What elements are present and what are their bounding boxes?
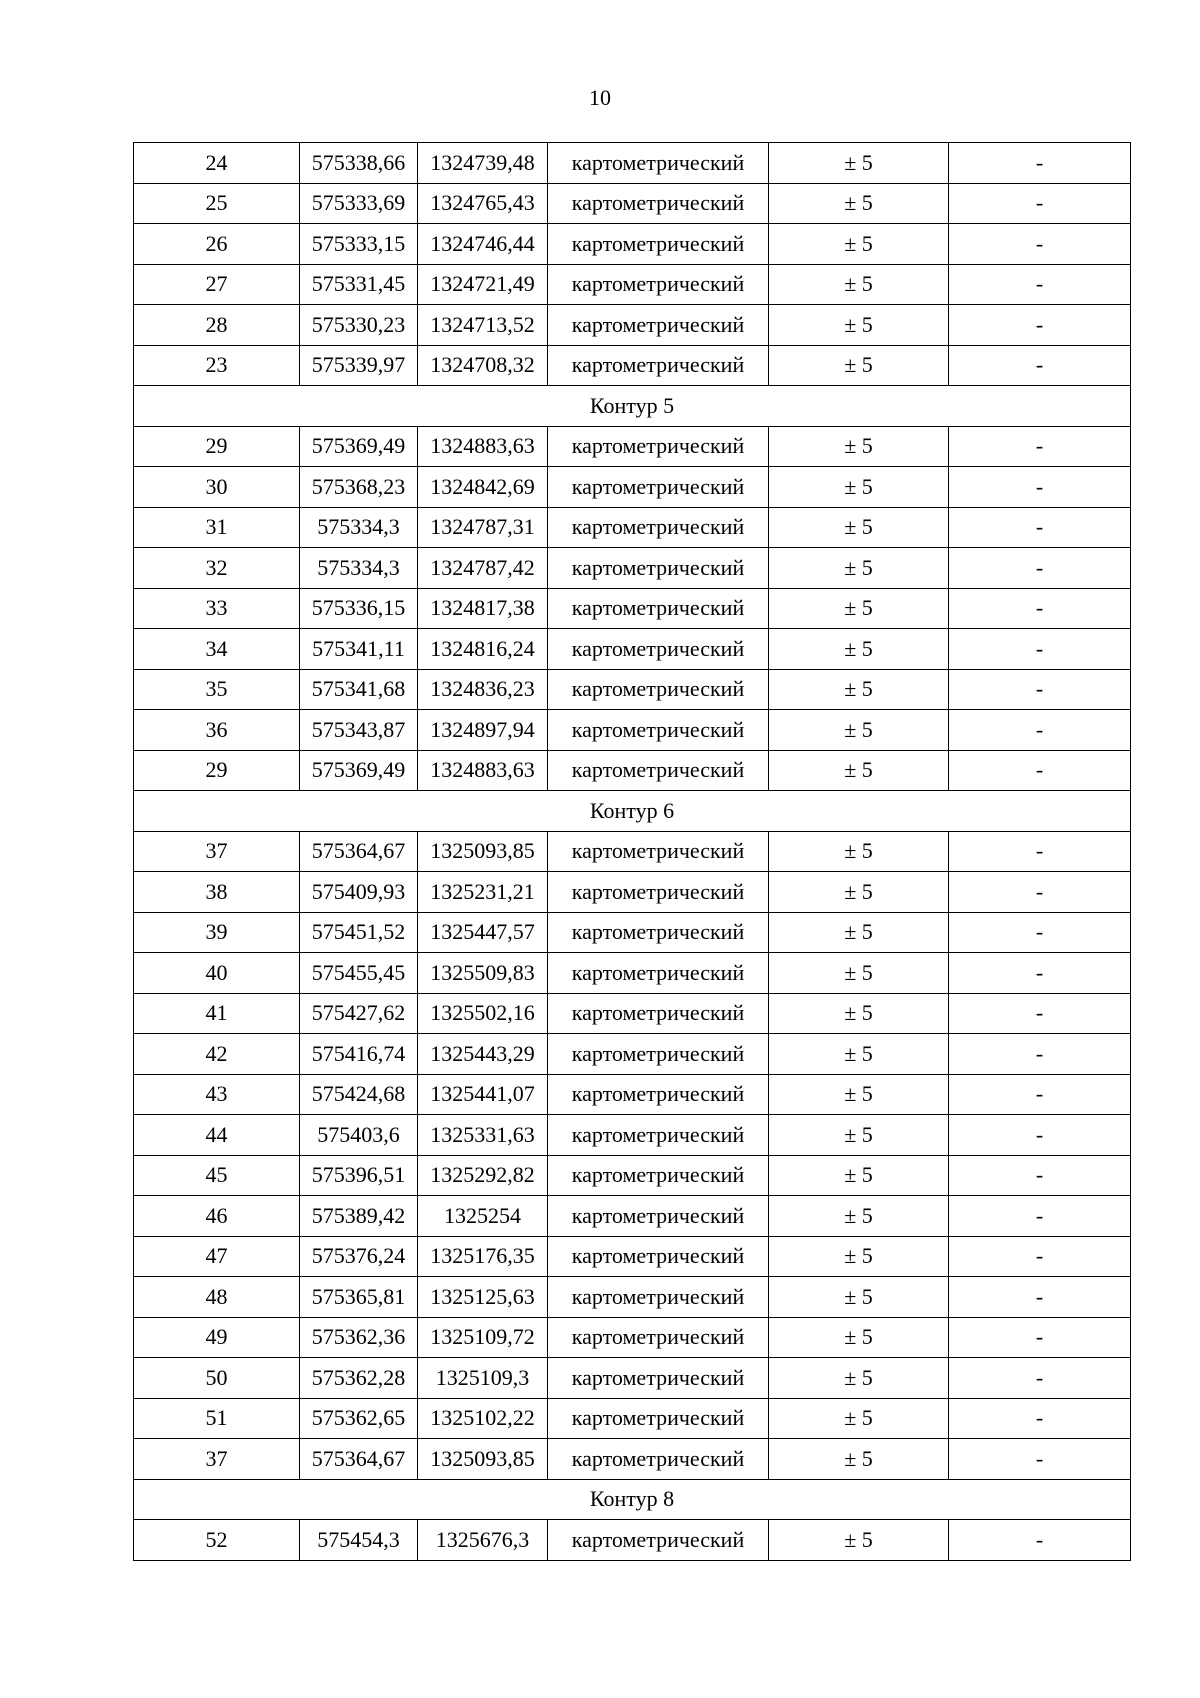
method-cell: картометрический	[548, 1439, 769, 1480]
note-cell: -	[949, 872, 1131, 913]
y-coordinate-cell: 1324836,23	[418, 669, 548, 710]
x-coordinate-cell: 575427,62	[300, 993, 418, 1034]
table-row	[134, 831, 1131, 872]
accuracy-cell: ± 5	[769, 143, 949, 184]
point-number-cell: 35	[134, 669, 300, 710]
point-number-cell: 40	[134, 953, 300, 994]
table-row	[134, 1277, 1131, 1318]
accuracy-cell: ± 5	[769, 1196, 949, 1237]
y-coordinate-cell: 1324746,44	[418, 224, 548, 265]
table-row	[134, 669, 1131, 710]
x-coordinate-cell: 575341,68	[300, 669, 418, 710]
y-coordinate-cell: 1325093,85	[418, 1439, 548, 1480]
note-cell: -	[949, 831, 1131, 872]
point-number-cell: 48	[134, 1277, 300, 1318]
method-cell: картометрический	[548, 507, 769, 548]
note-cell: -	[949, 1034, 1131, 1075]
x-coordinate-cell: 575403,6	[300, 1115, 418, 1156]
method-cell: картометрический	[548, 1034, 769, 1075]
method-cell: картометрический	[548, 1155, 769, 1196]
y-coordinate-cell: 1324816,24	[418, 629, 548, 670]
y-coordinate-cell: 1324883,63	[418, 750, 548, 791]
method-cell: картометрический	[548, 224, 769, 265]
note-cell: -	[949, 1317, 1131, 1358]
table-row	[134, 1236, 1131, 1277]
x-coordinate-cell: 575396,51	[300, 1155, 418, 1196]
x-coordinate-cell: 575369,49	[300, 426, 418, 467]
method-cell: картометрический	[548, 710, 769, 751]
point-number-cell: 23	[134, 345, 300, 386]
x-coordinate-cell: 575336,15	[300, 588, 418, 629]
method-cell: картометрический	[548, 993, 769, 1034]
note-cell: -	[949, 750, 1131, 791]
x-coordinate-cell: 575364,67	[300, 831, 418, 872]
method-cell: картометрический	[548, 548, 769, 589]
x-coordinate-cell: 575369,49	[300, 750, 418, 791]
method-cell: картометрический	[548, 143, 769, 184]
accuracy-cell: ± 5	[769, 669, 949, 710]
accuracy-cell: ± 5	[769, 872, 949, 913]
table-row	[134, 345, 1131, 386]
point-number-cell: 50	[134, 1358, 300, 1399]
x-coordinate-cell: 575365,81	[300, 1277, 418, 1318]
y-coordinate-cell: 1325676,3	[418, 1520, 548, 1561]
note-cell: -	[949, 345, 1131, 386]
accuracy-cell: ± 5	[769, 1115, 949, 1156]
y-coordinate-cell: 1324787,42	[418, 548, 548, 589]
y-coordinate-cell: 1325176,35	[418, 1236, 548, 1277]
note-cell: -	[949, 1398, 1131, 1439]
x-coordinate-cell: 575338,66	[300, 143, 418, 184]
x-coordinate-cell: 575455,45	[300, 953, 418, 994]
method-cell: картометрический	[548, 953, 769, 994]
x-coordinate-cell: 575343,87	[300, 710, 418, 751]
accuracy-cell: ± 5	[769, 629, 949, 670]
x-coordinate-cell: 575409,93	[300, 872, 418, 913]
method-cell: картометрический	[548, 831, 769, 872]
y-coordinate-cell: 1324765,43	[418, 183, 548, 224]
table-row	[134, 1034, 1131, 1075]
note-cell: -	[949, 669, 1131, 710]
point-number-cell: 36	[134, 710, 300, 751]
method-cell: картометрический	[548, 1074, 769, 1115]
y-coordinate-cell: 1325109,3	[418, 1358, 548, 1399]
method-cell: картометрический	[548, 912, 769, 953]
y-coordinate-cell: 1325254	[418, 1196, 548, 1237]
table-row	[134, 143, 1131, 184]
note-cell: -	[949, 305, 1131, 346]
y-coordinate-cell: 1325441,07	[418, 1074, 548, 1115]
accuracy-cell: ± 5	[769, 831, 949, 872]
method-cell: картометрический	[548, 629, 769, 670]
y-coordinate-cell: 1324897,94	[418, 710, 548, 751]
note-cell: -	[949, 1277, 1131, 1318]
method-cell: картометрический	[548, 872, 769, 913]
table-row	[134, 426, 1131, 467]
y-coordinate-cell: 1325443,29	[418, 1034, 548, 1075]
coordinates-table-body	[134, 143, 1131, 1561]
x-coordinate-cell: 575334,3	[300, 548, 418, 589]
x-coordinate-cell: 575454,3	[300, 1520, 418, 1561]
method-cell: картометрический	[548, 1358, 769, 1399]
x-coordinate-cell: 575362,28	[300, 1358, 418, 1399]
x-coordinate-cell: 575334,3	[300, 507, 418, 548]
point-number-cell: 42	[134, 1034, 300, 1075]
point-number-cell: 25	[134, 183, 300, 224]
note-cell: -	[949, 264, 1131, 305]
table-row	[134, 750, 1131, 791]
accuracy-cell: ± 5	[769, 1236, 949, 1277]
point-number-cell: 24	[134, 143, 300, 184]
x-coordinate-cell: 575331,45	[300, 264, 418, 305]
accuracy-cell: ± 5	[769, 750, 949, 791]
point-number-cell: 32	[134, 548, 300, 589]
table-row	[134, 224, 1131, 265]
point-number-cell: 51	[134, 1398, 300, 1439]
point-number-cell: 37	[134, 831, 300, 872]
note-cell: -	[949, 1074, 1131, 1115]
point-number-cell: 38	[134, 872, 300, 913]
x-coordinate-cell: 575376,24	[300, 1236, 418, 1277]
x-coordinate-cell: 575362,36	[300, 1317, 418, 1358]
x-coordinate-cell: 575362,65	[300, 1398, 418, 1439]
x-coordinate-cell: 575364,67	[300, 1439, 418, 1480]
method-cell: картометрический	[548, 467, 769, 508]
point-number-cell: 27	[134, 264, 300, 305]
y-coordinate-cell: 1325102,22	[418, 1398, 548, 1439]
note-cell: -	[949, 629, 1131, 670]
note-cell: -	[949, 1155, 1131, 1196]
method-cell: картометрический	[548, 1277, 769, 1318]
y-coordinate-cell: 1325509,83	[418, 953, 548, 994]
x-coordinate-cell: 575330,23	[300, 305, 418, 346]
table-row	[134, 1317, 1131, 1358]
method-cell: картометрический	[548, 305, 769, 346]
note-cell: -	[949, 993, 1131, 1034]
accuracy-cell: ± 5	[769, 710, 949, 751]
table-row	[134, 305, 1131, 346]
contour-label: Контур 6	[134, 791, 1131, 832]
x-coordinate-cell: 575389,42	[300, 1196, 418, 1237]
method-cell: картометрический	[548, 1398, 769, 1439]
method-cell: картометрический	[548, 1520, 769, 1561]
y-coordinate-cell: 1324708,32	[418, 345, 548, 386]
method-cell: картометрический	[548, 588, 769, 629]
table-row	[134, 548, 1131, 589]
point-number-cell: 45	[134, 1155, 300, 1196]
x-coordinate-cell: 575341,11	[300, 629, 418, 670]
page-number: 10	[589, 85, 611, 110]
note-cell: -	[949, 1520, 1131, 1561]
point-number-cell: 30	[134, 467, 300, 508]
point-number-cell: 49	[134, 1317, 300, 1358]
method-cell: картометрический	[548, 750, 769, 791]
y-coordinate-cell: 1324787,31	[418, 507, 548, 548]
accuracy-cell: ± 5	[769, 1398, 949, 1439]
note-cell: -	[949, 426, 1131, 467]
point-number-cell: 43	[134, 1074, 300, 1115]
point-number-cell: 26	[134, 224, 300, 265]
y-coordinate-cell: 1324739,48	[418, 143, 548, 184]
y-coordinate-cell: 1325093,85	[418, 831, 548, 872]
note-cell: -	[949, 1236, 1131, 1277]
x-coordinate-cell: 575424,68	[300, 1074, 418, 1115]
table-row	[134, 264, 1131, 305]
note-cell: -	[949, 953, 1131, 994]
table-row	[134, 912, 1131, 953]
note-cell: -	[949, 1358, 1131, 1399]
note-cell: -	[949, 1439, 1131, 1480]
point-number-cell: 46	[134, 1196, 300, 1237]
point-number-cell: 33	[134, 588, 300, 629]
note-cell: -	[949, 1196, 1131, 1237]
y-coordinate-cell: 1324883,63	[418, 426, 548, 467]
point-number-cell: 39	[134, 912, 300, 953]
note-cell: -	[949, 588, 1131, 629]
table-row	[134, 1196, 1131, 1237]
note-cell: -	[949, 183, 1131, 224]
method-cell: картометрический	[548, 345, 769, 386]
point-number-cell: 29	[134, 426, 300, 467]
accuracy-cell: ± 5	[769, 548, 949, 589]
accuracy-cell: ± 5	[769, 1520, 949, 1561]
accuracy-cell: ± 5	[769, 1439, 949, 1480]
method-cell: картометрический	[548, 264, 769, 305]
accuracy-cell: ± 5	[769, 224, 949, 265]
x-coordinate-cell: 575333,69	[300, 183, 418, 224]
table-row	[134, 710, 1131, 751]
note-cell: -	[949, 143, 1131, 184]
note-cell: -	[949, 710, 1131, 751]
accuracy-cell: ± 5	[769, 183, 949, 224]
accuracy-cell: ± 5	[769, 993, 949, 1034]
table-row	[134, 467, 1131, 508]
table-row	[134, 588, 1131, 629]
contour-header-row	[134, 1479, 1131, 1520]
method-cell: картометрический	[548, 183, 769, 224]
y-coordinate-cell: 1325125,63	[418, 1277, 548, 1318]
point-number-cell: 29	[134, 750, 300, 791]
point-number-cell: 47	[134, 1236, 300, 1277]
table-row	[134, 1358, 1131, 1399]
y-coordinate-cell: 1324817,38	[418, 588, 548, 629]
y-coordinate-cell: 1325292,82	[418, 1155, 548, 1196]
contour-label: Контур 8	[134, 1479, 1131, 1520]
table-row	[134, 629, 1131, 670]
table-row	[134, 953, 1131, 994]
point-number-cell: 41	[134, 993, 300, 1034]
point-number-cell: 34	[134, 629, 300, 670]
accuracy-cell: ± 5	[769, 1277, 949, 1318]
y-coordinate-cell: 1325109,72	[418, 1317, 548, 1358]
accuracy-cell: ± 5	[769, 426, 949, 467]
method-cell: картометрический	[548, 669, 769, 710]
table-row	[134, 1155, 1131, 1196]
contour-label: Контур 5	[134, 386, 1131, 427]
accuracy-cell: ± 5	[769, 912, 949, 953]
accuracy-cell: ± 5	[769, 1074, 949, 1115]
table-row	[134, 507, 1131, 548]
accuracy-cell: ± 5	[769, 345, 949, 386]
x-coordinate-cell: 575368,23	[300, 467, 418, 508]
method-cell: картометрический	[548, 1317, 769, 1358]
accuracy-cell: ± 5	[769, 264, 949, 305]
note-cell: -	[949, 224, 1131, 265]
method-cell: картометрический	[548, 1196, 769, 1237]
method-cell: картометрический	[548, 1115, 769, 1156]
accuracy-cell: ± 5	[769, 1358, 949, 1399]
point-number-cell: 37	[134, 1439, 300, 1480]
note-cell: -	[949, 1115, 1131, 1156]
note-cell: -	[949, 507, 1131, 548]
y-coordinate-cell: 1324842,69	[418, 467, 548, 508]
x-coordinate-cell: 575333,15	[300, 224, 418, 265]
table-row	[134, 1398, 1131, 1439]
y-coordinate-cell: 1325447,57	[418, 912, 548, 953]
y-coordinate-cell: 1324721,49	[418, 264, 548, 305]
accuracy-cell: ± 5	[769, 507, 949, 548]
x-coordinate-cell: 575339,97	[300, 345, 418, 386]
y-coordinate-cell: 1324713,52	[418, 305, 548, 346]
table-row	[134, 1520, 1131, 1561]
table-row	[134, 1074, 1131, 1115]
method-cell: картометрический	[548, 426, 769, 467]
note-cell: -	[949, 912, 1131, 953]
accuracy-cell: ± 5	[769, 588, 949, 629]
table-row	[134, 993, 1131, 1034]
accuracy-cell: ± 5	[769, 1155, 949, 1196]
point-number-cell: 44	[134, 1115, 300, 1156]
table-row	[134, 183, 1131, 224]
table-row	[134, 872, 1131, 913]
accuracy-cell: ± 5	[769, 467, 949, 508]
x-coordinate-cell: 575451,52	[300, 912, 418, 953]
x-coordinate-cell: 575416,74	[300, 1034, 418, 1075]
point-number-cell: 31	[134, 507, 300, 548]
accuracy-cell: ± 5	[769, 1034, 949, 1075]
note-cell: -	[949, 548, 1131, 589]
y-coordinate-cell: 1325331,63	[418, 1115, 548, 1156]
coordinates-table	[133, 142, 1131, 1561]
note-cell: -	[949, 467, 1131, 508]
contour-header-row	[134, 386, 1131, 427]
accuracy-cell: ± 5	[769, 953, 949, 994]
table-row	[134, 1439, 1131, 1480]
accuracy-cell: ± 5	[769, 305, 949, 346]
y-coordinate-cell: 1325231,21	[418, 872, 548, 913]
accuracy-cell: ± 5	[769, 1317, 949, 1358]
method-cell: картометрический	[548, 1236, 769, 1277]
contour-header-row	[134, 791, 1131, 832]
table-row	[134, 1115, 1131, 1156]
y-coordinate-cell: 1325502,16	[418, 993, 548, 1034]
point-number-cell: 52	[134, 1520, 300, 1561]
point-number-cell: 28	[134, 305, 300, 346]
